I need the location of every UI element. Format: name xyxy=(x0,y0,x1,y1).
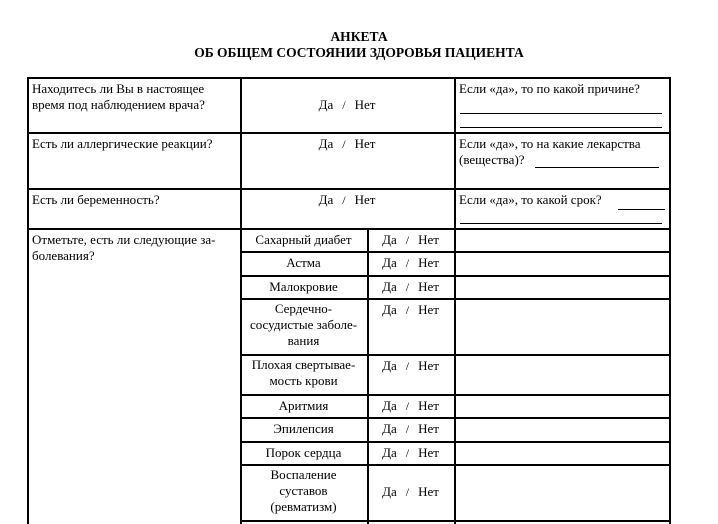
question-text: Есть ли беременность? xyxy=(32,192,160,207)
answer-yes[interactable]: Да xyxy=(382,445,397,460)
disease-name-line: Сердечно- xyxy=(274,301,333,316)
disease-notes-cell[interactable] xyxy=(456,300,668,353)
answer-no[interactable]: Нет xyxy=(418,484,439,499)
answer-no[interactable]: Нет xyxy=(418,232,439,247)
disease-name-line: Порок сердца xyxy=(265,445,342,460)
disease-name xyxy=(240,301,367,349)
disease-name-line: Плохая свертывае- xyxy=(251,357,356,372)
answer-yes[interactable]: Да xyxy=(382,484,397,499)
answer-no[interactable]: Нет xyxy=(418,358,439,373)
table-border xyxy=(27,132,671,134)
answer-no[interactable]: Нет xyxy=(418,302,439,317)
answer-no[interactable]: Нет xyxy=(418,255,439,270)
medication-blank-line[interactable] xyxy=(535,167,659,168)
disease-name xyxy=(240,421,367,437)
yes-no-answer[interactable] xyxy=(240,97,454,113)
disease-name-line: Сахарный диабет xyxy=(255,232,352,247)
disease-name-line: вания xyxy=(287,333,320,348)
disease-notes-cell[interactable] xyxy=(456,253,668,274)
disease-notes-cell[interactable] xyxy=(456,230,668,250)
disease-notes-cell[interactable] xyxy=(456,443,668,463)
answer-yes[interactable]: Да xyxy=(318,136,334,151)
answer-no[interactable]: Нет xyxy=(354,136,376,151)
answer-separator: / xyxy=(342,193,346,207)
answer-no[interactable]: Нет xyxy=(418,279,439,294)
disease-yes-no-answer[interactable] xyxy=(367,484,454,500)
disease-name xyxy=(240,232,367,248)
table-border xyxy=(27,188,671,190)
diseases-question: Отметьте, есть ли следующие за- xyxy=(32,232,216,247)
disease-yes-no-answer[interactable] xyxy=(367,398,454,414)
answer-separator: / xyxy=(405,422,410,436)
disease-name xyxy=(240,279,367,295)
disease-name-line: (ревматизм) xyxy=(270,499,337,514)
disease-yes-no-answer[interactable] xyxy=(367,255,454,271)
answer-no[interactable]: Нет xyxy=(418,398,439,413)
answer-yes[interactable]: Да xyxy=(318,192,334,207)
disease-name-line: Эпилепсия xyxy=(273,421,334,436)
question-text: Находитесь ли Вы в настоящее xyxy=(32,81,205,96)
answer-no[interactable]: Нет xyxy=(354,97,376,112)
disease-name-line: сосудистые заболе- xyxy=(249,317,358,332)
disease-notes-cell[interactable] xyxy=(456,277,668,297)
answer-separator: / xyxy=(405,485,410,499)
title-line-1: АНКЕТА xyxy=(330,29,388,44)
followup-question: Если «да», то какой срок? xyxy=(459,192,602,207)
yes-no-answer[interactable] xyxy=(240,136,454,152)
disease-name-line: Астма xyxy=(286,255,321,270)
answer-yes[interactable]: Да xyxy=(382,279,397,294)
disease-yes-no-answer[interactable] xyxy=(367,445,454,461)
answer-separator: / xyxy=(405,399,410,413)
answer-yes[interactable]: Да xyxy=(382,421,397,436)
answer-yes[interactable]: Да xyxy=(382,232,397,247)
answer-yes[interactable]: Да xyxy=(382,358,397,373)
disease-notes-cell[interactable] xyxy=(456,356,668,393)
disease-name xyxy=(240,445,367,461)
disease-yes-no-answer[interactable] xyxy=(367,302,454,318)
answer-no[interactable]: Нет xyxy=(418,421,439,436)
question-text: Есть ли аллергические реакции? xyxy=(32,136,213,151)
disease-yes-no-answer[interactable] xyxy=(367,358,454,374)
table-border xyxy=(27,77,29,524)
answer-separator: / xyxy=(405,256,410,270)
answer-no[interactable]: Нет xyxy=(418,445,439,460)
term-blank-line-1[interactable] xyxy=(618,209,665,210)
disease-name-line: мость крови xyxy=(269,373,338,388)
reason-blank-line-1[interactable] xyxy=(460,113,662,114)
answer-yes[interactable]: Да xyxy=(382,255,397,270)
diseases-question: болевания? xyxy=(32,248,95,263)
answer-yes[interactable]: Да xyxy=(318,97,334,112)
followup-question: Если «да», то на какие лекарства xyxy=(459,136,641,151)
table-border xyxy=(669,77,671,524)
disease-name xyxy=(240,255,367,271)
answer-separator: / xyxy=(405,303,410,317)
answer-no[interactable]: Нет xyxy=(354,192,376,207)
followup-question: Если «да», то по какой причине? xyxy=(459,81,640,96)
answer-separator: / xyxy=(405,233,410,247)
disease-notes-cell[interactable] xyxy=(456,466,668,519)
disease-name xyxy=(240,467,367,515)
answer-yes[interactable]: Да xyxy=(382,302,397,317)
table-border xyxy=(240,520,671,522)
answer-separator: / xyxy=(342,137,346,151)
yes-no-answer[interactable] xyxy=(240,192,454,208)
title-line-2: ОБ ОБЩЕМ СОСТОЯНИИ ЗДОРОВЬЯ ПАЦИЕНТА xyxy=(194,45,524,60)
disease-name-line: Воспаление xyxy=(270,467,337,482)
disease-name-line: Аритмия xyxy=(278,398,329,413)
disease-name-line: Малокровие xyxy=(269,279,338,294)
disease-yes-no-answer[interactable] xyxy=(367,232,454,248)
disease-name xyxy=(240,398,367,414)
question-text: время под наблюдением врача? xyxy=(32,97,205,112)
answer-separator: / xyxy=(405,359,410,373)
disease-name-line: суставов xyxy=(279,483,328,498)
answer-separator: / xyxy=(405,280,410,294)
disease-yes-no-answer[interactable] xyxy=(367,421,454,437)
disease-notes-cell[interactable] xyxy=(456,396,668,416)
disease-name xyxy=(240,357,367,389)
term-blank-line-2[interactable] xyxy=(460,223,662,224)
answer-yes[interactable]: Да xyxy=(382,398,397,413)
disease-yes-no-answer[interactable] xyxy=(367,279,454,295)
table-border xyxy=(367,228,369,524)
answer-separator: / xyxy=(405,446,410,460)
disease-notes-cell[interactable] xyxy=(456,419,668,440)
table-border xyxy=(27,77,671,79)
reason-blank-line-2[interactable] xyxy=(460,127,662,128)
followup-question: (вещества)? xyxy=(459,152,525,167)
answer-separator: / xyxy=(342,98,346,112)
